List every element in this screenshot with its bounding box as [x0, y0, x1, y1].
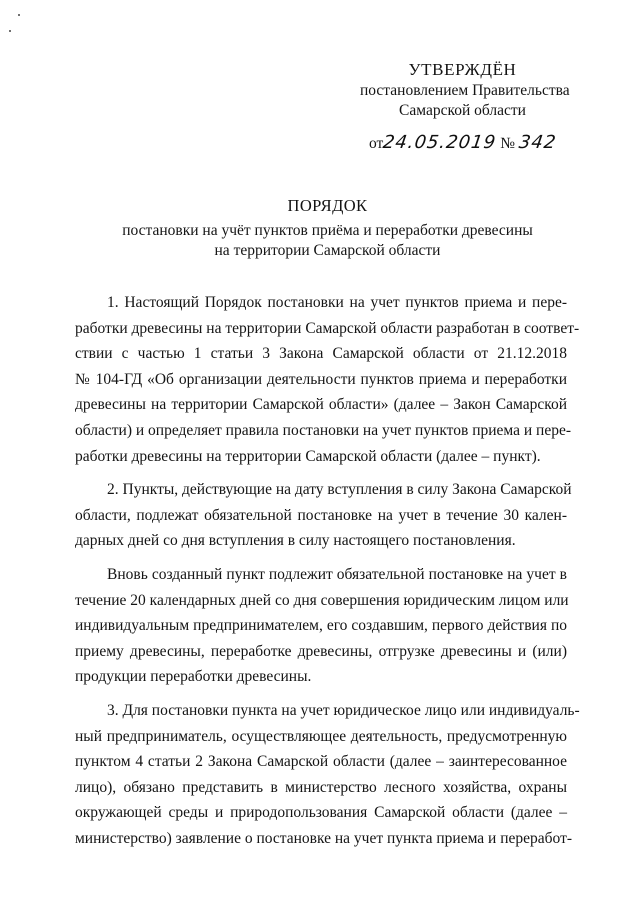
document-subtitle-line: постановки на учёт пунктов приёма и переработки древесины [122, 222, 533, 239]
paragraph-line: продукции переработки древесины. [75, 668, 312, 686]
approval-line: Самарской области [399, 102, 526, 119]
document-title: ПОРЯДОК [287, 196, 368, 215]
paragraph-2 [75, 477, 572, 554]
registration-date: 24.05.2019 [381, 132, 498, 153]
paragraph-1 [75, 290, 580, 469]
paragraph-line: № 104-ГД «Об организации деятельности пунктов приема и переработки [75, 370, 567, 388]
approval-heading: УТВЕРЖДЁН [408, 60, 517, 79]
approval-stamp-block [360, 60, 570, 121]
paragraph-line: министерство) заявление о постановке на учет пункта приема и переработ- [75, 829, 573, 847]
paragraph-line: лицо), обязано представить в министерство лесного хозяйства, охраны [75, 778, 567, 796]
paragraph-gap [75, 690, 567, 698]
paragraph-line: Вновь созданный пункт подлежит обязательной постановке на учет в [107, 565, 567, 583]
paragraph-line: индивидуальным предпринимателем, его создавшим, первого действия по [75, 617, 567, 635]
paragraph-line: работки древесины на территории Самарской области (далее – пункт). [75, 447, 541, 465]
paragraph-gap [75, 554, 567, 562]
paragraph-gap [75, 469, 567, 477]
registration-number: 342 [517, 132, 558, 153]
document-subtitle-line: на территории Самарской области [214, 242, 441, 259]
paragraph-line: пунктом 4 статьи 2 Закона Самарской области (далее – заинтересованное [75, 753, 567, 771]
document-title-block [70, 196, 585, 261]
paragraph-line: древесины на территории Самарской области» (далее – Закон Самарской [75, 396, 567, 414]
document-body [75, 290, 580, 851]
paragraph-line: 2. Пункты, действующие на дату вступления в силу Закона Самарской [107, 481, 572, 499]
paragraph-line: 3. Для постановки пункта на учет юридическое лицо или индивидуаль- [107, 701, 580, 719]
paragraph-line: 1. Настоящий Порядок постановки на учет пунктов приема и пере- [107, 294, 567, 311]
registration-prefix: от [369, 135, 384, 152]
paragraph-4 [75, 698, 580, 852]
paragraph-line: области, подлежат обязательной постановке на учет в течение 30 кален- [75, 506, 567, 524]
registration-line [369, 132, 569, 153]
paragraph-line: ный предприниматель, осуществляющее деятельность, предусмотренную [75, 727, 567, 745]
approval-line: постановлением Правительства [360, 82, 570, 99]
paragraph-line: течение 20 календарных дней со дня совершения юридическим лицом или [75, 591, 569, 609]
paragraph-line: дарных дней со дня вступления в силу настоящего постановления. [75, 532, 516, 550]
paragraph-line: работки древесины на территории Самарской области разработан в соответ- [75, 319, 580, 337]
paragraph-line: области) и определяет правила постановки на учет пунктов приема и пере- [75, 421, 572, 439]
registration-number-label: № [500, 135, 516, 152]
scan-dot-left [9, 30, 11, 32]
paragraph-line: приему древесины, переработке древесины, отгрузке древесины и (или) [75, 642, 567, 660]
scan-dot-top [18, 14, 20, 16]
paragraph-3 [75, 562, 567, 690]
paragraph-line: окружающей среды и природопользования Самарской области (далее – [75, 804, 567, 822]
paragraph-line: ствии с частью 1 статьи 3 Закона Самарской области от 21.12.2018 [75, 345, 567, 363]
